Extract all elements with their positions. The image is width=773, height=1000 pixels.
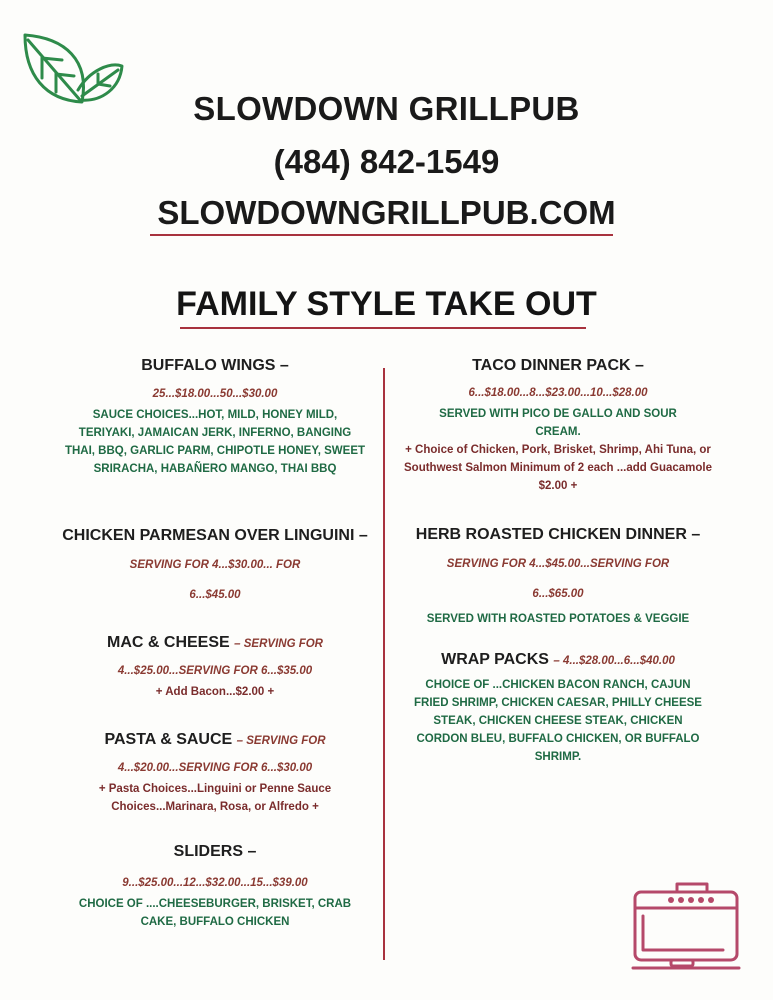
menu-item-chicken-parmesan [60,525,370,605]
item-sub: – SERVING FOR [236,735,326,747]
menu-item-pasta-sauce [60,729,370,816]
item-description: CHOICE OF ....CHEESEBURGER, BRISKET, CRAB CAKE, BUFFALO CHICKEN [78,898,352,928]
item-price-cont: 6...$65.00 [532,588,584,600]
restaurant-name: SLOWDOWN GRILLPUB [193,90,580,127]
column-divider [383,368,385,960]
item-description: SERVED WITH PICO DE GALLO AND SOUR CREAM. [439,408,677,438]
item-sub: – SERVING FOR [234,638,323,650]
item-name-row [60,729,370,752]
restaurant-phone: (484) 842-1549 [273,143,500,180]
item-price-cont: 6...$45.00 [189,589,241,601]
menu-item-taco-dinner [398,355,718,495]
item-description: SERVED WITH ROASTED POTATOES & VEGGIE [426,613,690,625]
item-addon: + Pasta Choices...Linguini or Penne Sauce Choices...Marinara, Rosa, or Alfredo + [98,783,332,813]
item-description: SAUCE CHOICES...HOT, MILD, HONEY MILD, TERIYAKI, JAMAICAN JERK, INFERNO, BANGING THAI, BBQ, GARLIC PARM, CHIPOTLE HONEY, SWEET SRIRACHA, HABAÑERO MANGO, THAI BBQ [64,409,366,475]
item-price: 4...$25.00...SERVING FOR 6...$35.00 [117,665,313,677]
item-name: BUFFALO WINGS – [141,357,289,374]
page-title: FAMILY STYLE TAKE OUT [176,285,597,323]
item-addon: + Choice of Chicken, Pork, Brisket, Shrimp, Ahi Tuna, or Southwest Salmon Minimum of 2 each ...add Guacamole $2.00 + [404,444,713,492]
oven-icon [625,880,745,980]
menu-item-herb-chicken [398,524,718,628]
item-price: SERVING FOR 4...$30.00... FOR [129,559,301,571]
item-name: TACO DINNER PACK – [472,357,644,374]
item-name-row [60,632,370,655]
item-description: CHOICE OF ...CHICKEN BACON RANCH, CAJUN FRIED SHRIMP, CHICKEN CAESAR, PHILLY CHEESE STEAK, CHICKEN CHEESE STEAK, CHICKEN CORDON BLEU, BUFFALO CHICKEN, OR BUFFALO SHRIMP. [414,679,702,763]
restaurant-website: SLOWDOWNGRILLPUB.COM [157,194,616,231]
item-name: SLIDERS – [173,843,257,860]
right-menu-column [398,0,718,1000]
item-price: 6...$18.00...8...$23.00...10...$28.00 [468,387,648,399]
menu-item-mac-cheese [60,632,370,701]
item-name: PASTA & SAUCE [104,731,233,748]
item-price: 4...$20.00...SERVING FOR 6...$30.00 [117,762,313,774]
item-name: MAC & CHEESE [107,634,230,651]
item-price: 25...$18.00...50...$30.00 [152,388,278,400]
item-name: HERB ROASTED CHICKEN DINNER – [415,526,701,543]
menu-item-sliders [60,841,370,931]
item-name: CHICKEN PARMESAN OVER LINGUINI – [62,527,368,544]
item-name-row [398,649,718,672]
item-addon: + Add Bacon...$2.00 + [155,686,275,698]
item-price: 9...$25.00...12...$32.00...15...$39.00 [122,877,308,889]
item-price: SERVING FOR 4...$45.00...SERVING FOR [446,558,670,570]
item-sub: – 4...$28.00...6...$40.00 [553,655,675,667]
left-menu-column [60,0,370,1000]
item-name: WRAP PACKS [441,651,549,668]
menu-item-buffalo-wings [60,355,370,478]
menu-item-wrap-packs [398,649,718,766]
